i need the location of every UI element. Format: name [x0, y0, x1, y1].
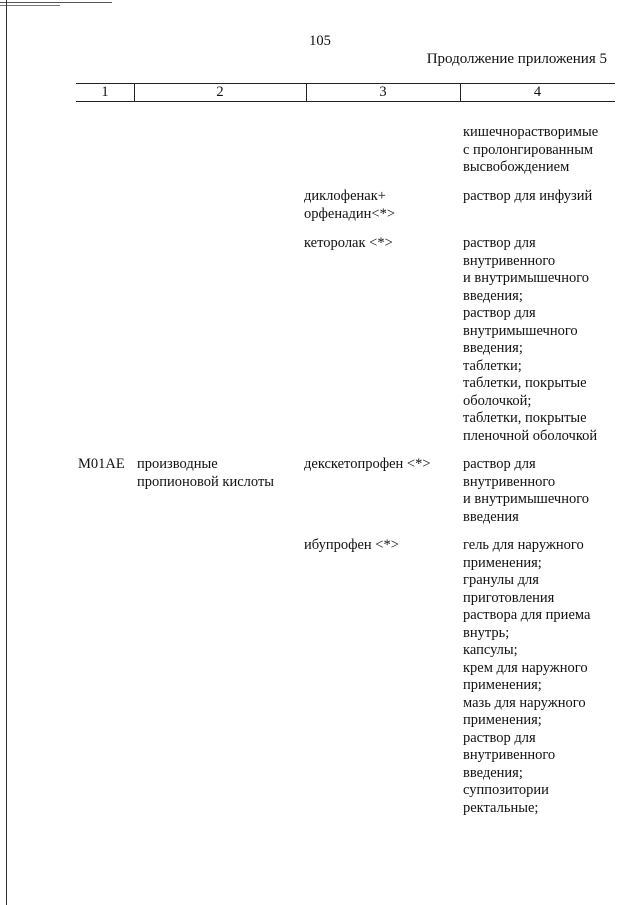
- column-header-3: 3: [379, 84, 387, 100]
- drug-name-line: ибупрофен <*>: [304, 537, 399, 553]
- dosage-form-cell: [463, 235, 597, 445]
- dosage-form-line: введения;: [463, 340, 523, 356]
- dosage-form-line: внутривенного: [463, 473, 556, 490]
- dosage-form-line: таблетки, покрытые: [463, 410, 587, 426]
- column-header-4: 4: [533, 84, 542, 100]
- appendix-title: Продолжение приложения 5: [426, 51, 607, 67]
- drug-name-cell: [304, 188, 395, 223]
- dosage-form-line: раствор для: [463, 456, 536, 472]
- dosage-form-line: внутримышечного: [463, 322, 578, 339]
- dosage-form-line: применения;: [463, 677, 542, 693]
- dosage-form-cell: [463, 456, 589, 526]
- dosage-form-line: таблетки;: [463, 357, 522, 374]
- dosage-form-line: раствор для: [463, 305, 536, 321]
- dosage-form-line: и внутримышечного: [463, 270, 590, 286]
- dosage-form-line: гель для наружного: [463, 537, 584, 553]
- dosage-form-line: крем для наружного: [463, 659, 588, 676]
- drug-name-cell: [304, 537, 399, 555]
- dosage-form-line: раствора для приема: [463, 607, 591, 623]
- dosage-form-line: приготовления: [463, 589, 555, 606]
- drug-name-line: диклофенак+: [304, 188, 386, 204]
- dosage-form-line: суппозитории: [463, 782, 549, 798]
- dosage-form-line: оболочкой;: [463, 392, 532, 409]
- dosage-form-line: мазь для наружного: [463, 694, 586, 711]
- dosage-form-cell: [463, 537, 590, 817]
- page-number: 105: [309, 33, 331, 49]
- dosage-form-line: внутривенного: [463, 252, 556, 269]
- drug-name-cell: [304, 235, 393, 253]
- dosage-form-line: и внутримышечного: [463, 491, 590, 507]
- column-header-2: 2: [216, 84, 224, 100]
- scan-artifact-corner: [0, 0, 120, 12]
- dosage-form-line: внутрь;: [463, 624, 510, 641]
- dosage-form-cell: [463, 188, 592, 206]
- dosage-form-cell: [463, 124, 598, 177]
- dosage-form-line: высвобождением: [463, 159, 570, 175]
- dosage-form-line: раствор для инфузий: [463, 188, 593, 204]
- dosage-form-line: внутривенного: [463, 747, 556, 763]
- dosage-form-line: введения;: [463, 764, 523, 781]
- dosage-form-line: применения;: [463, 712, 542, 728]
- dosage-form-line: раствор для: [463, 235, 536, 251]
- table-header-bottom-border: [76, 101, 615, 102]
- dosage-form-line: введения: [463, 508, 519, 525]
- dosage-form-line: гранулы для: [463, 572, 539, 588]
- dosage-form-line: капсулы;: [463, 642, 518, 658]
- dosage-form-line: таблетки, покрытые: [463, 375, 587, 391]
- group-line: производные: [137, 456, 218, 472]
- scan-artifact-left-edge: [6, 0, 7, 905]
- pharmacological-group-cell: [137, 456, 274, 491]
- dosage-form-line: с пролонгированным: [463, 141, 594, 158]
- drug-name-line: кеторолак <*>: [304, 235, 393, 251]
- atc-code-cell: M01AE: [78, 456, 125, 472]
- dosage-form-line: ректальные;: [463, 799, 539, 816]
- drug-name-line: декскетопрофен <*>: [304, 456, 431, 472]
- column-header-1: 1: [101, 84, 109, 100]
- dosage-form-line: пленочной оболочкой: [463, 427, 598, 444]
- group-line: пропионовой кислоты: [137, 473, 275, 490]
- dosage-form-line: раствор для: [463, 729, 536, 746]
- dosage-form-line: кишечнорастворимые: [463, 124, 599, 140]
- dosage-form-line: введения;: [463, 287, 523, 304]
- dosage-form-line: применения;: [463, 554, 542, 571]
- drug-name-cell: [304, 456, 431, 474]
- drug-name-line: орфенадин<*>: [304, 205, 396, 222]
